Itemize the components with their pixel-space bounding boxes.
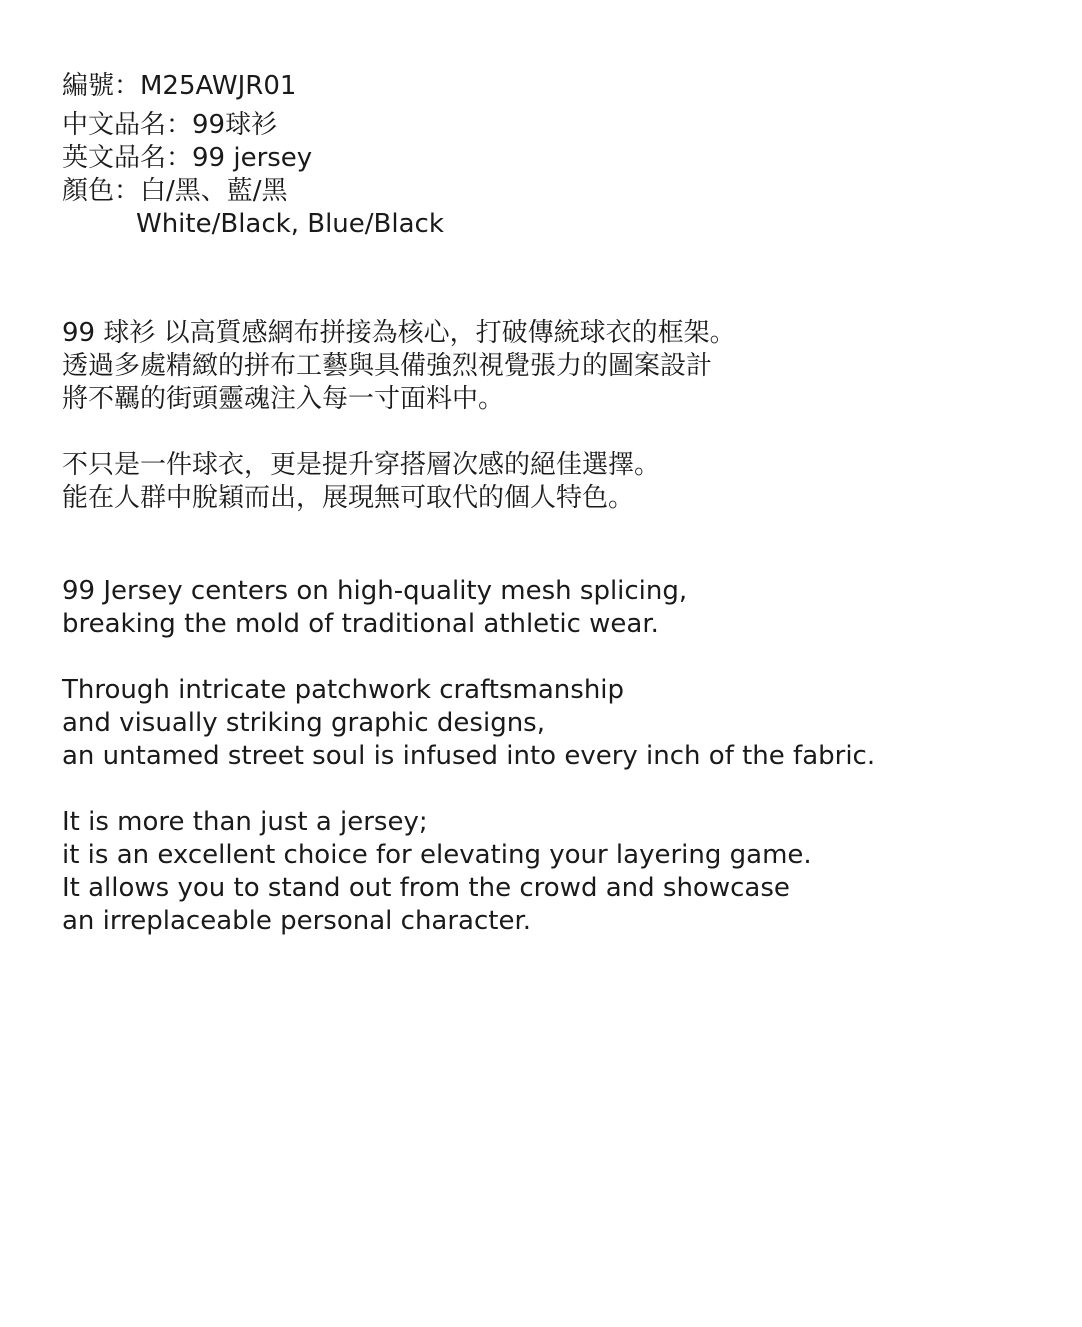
chinese-paragraph-2: [62, 449, 1022, 515]
text-line: 不只是一件球衣，更是提升穿搭層次感的絕佳選擇。: [62, 450, 661, 480]
text-line: 能在人群中脫穎而出，展現無可取代的個人特色。: [62, 483, 635, 513]
text-line: an untamed street soul is infused into every inch of the fabric.: [62, 741, 876, 771]
text-line: 透過多處精緻的拼布工藝與具備強烈視覺張力的圖案設計: [62, 351, 713, 381]
spacer: [62, 416, 1022, 449]
product-description-page: [62, 70, 1022, 938]
english-paragraph-3: [62, 806, 1022, 938]
product-color-english: White/Black, Blue/Black: [136, 209, 444, 239]
product-color: 顏色：白/黑、藍/黑: [62, 176, 288, 206]
text-line: It allows you to stand out from the crowd and showcase: [62, 873, 790, 903]
english-product-name: 英文品名：99 jersey: [62, 143, 313, 173]
product-code: 編號：M25AWJR01: [62, 71, 297, 101]
text-line: 99 Jersey centers on high-quality mesh splicing,: [62, 576, 688, 606]
english-description: [62, 575, 1022, 938]
spacer: [62, 241, 1022, 317]
spec-block: [62, 70, 1022, 241]
spacer: [62, 641, 1022, 674]
chinese-description: [62, 317, 1022, 515]
english-paragraph-1: [62, 575, 1022, 641]
text-line: It is more than just a jersey;: [62, 807, 428, 837]
chinese-product-name: 中文品名：99球衫: [62, 110, 278, 140]
spacer: [62, 515, 1022, 575]
text-line: it is an excellent choice for elevating your layering game.: [62, 840, 812, 870]
text-line: 99 球衫 以高質感網布拼接為核心，打破傳統球衣的框架。: [62, 318, 736, 348]
text-line: 將不羈的街頭靈魂注入每一寸面料中。: [62, 384, 505, 414]
text-line: an irreplaceable personal character.: [62, 906, 532, 936]
english-paragraph-2: [62, 674, 1022, 773]
text-line: and visually striking graphic designs,: [62, 708, 545, 738]
text-line: Through intricate patchwork craftsmanship: [62, 675, 625, 705]
spacer: [62, 773, 1022, 806]
chinese-paragraph-1: [62, 317, 1022, 416]
text-line: breaking the mold of traditional athletic wear.: [62, 609, 659, 639]
